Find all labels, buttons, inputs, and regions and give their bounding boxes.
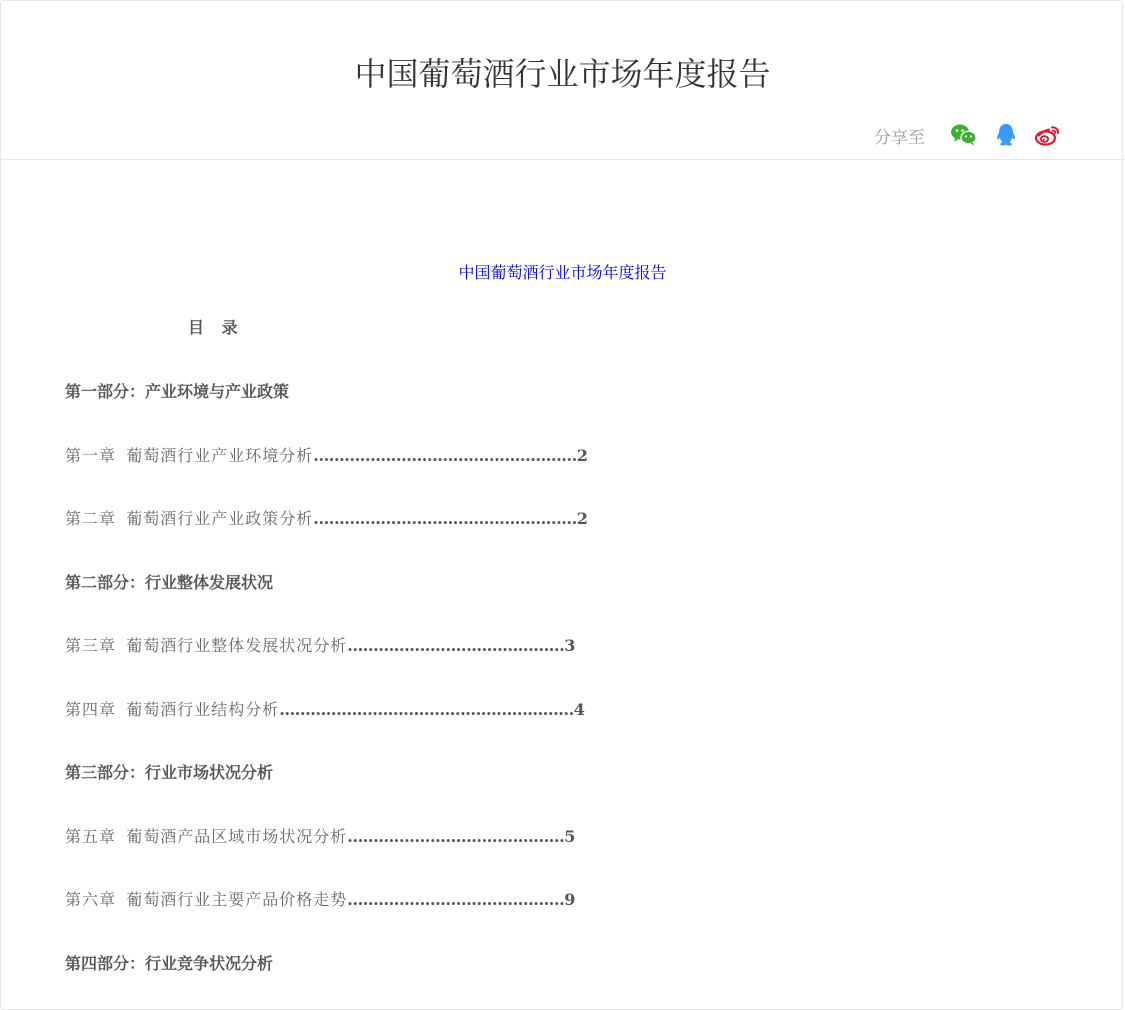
toc-chapter-title: 葡萄酒行业主要产品价格走势 [126,890,348,909]
toc-leader-dots: …………………………………… [347,827,565,846]
toc-part-heading: 第一部分：产业环境与产业政策 [65,382,290,401]
wechat-icon[interactable] [949,121,979,149]
toc-chapter-entry [65,445,588,467]
toc-leader-dots: ………………………………………………… [279,700,574,719]
report-title-link[interactable]: 中国葡萄酒行业市场年度报告 [458,263,667,282]
toc-leader-dots: …………………………………………… [313,509,577,528]
toc-chapter-title: 葡萄酒行业结构分析 [126,700,280,719]
toc-chapter-title: 葡萄酒行业产业政策分析 [126,509,314,528]
toc-chapter-number: 第五章 [65,827,117,846]
weibo-icon[interactable] [1033,121,1063,149]
toc-chapter-entry [65,889,575,911]
toc-page-number: 2 [576,446,588,465]
toc-chapter-entry [65,826,575,848]
toc-leader-dots: …………………………………………… [313,446,577,465]
toc-page-number: 9 [564,890,576,909]
toc-part-heading: 第二部分：行业整体发展状况 [65,573,274,592]
toc-page-number: 5 [564,827,576,846]
toc-page-number: 2 [576,509,588,528]
toc-page-number: 3 [564,636,576,655]
toc-heading: 目 录 [188,318,244,337]
toc-chapter-number: 第二章 [65,509,117,528]
toc-chapter-entry [65,635,575,657]
share-bar [874,121,1063,149]
toc-chapter-number: 第四章 [65,700,117,719]
toc-part-heading: 第四部分：行业竞争状况分析 [65,954,274,973]
toc-leader-dots: …………………………………… [347,636,565,655]
qq-icon[interactable] [991,121,1021,149]
page-header [0,0,1125,160]
toc-chapter-entry [65,699,585,721]
toc-chapter-number: 第一章 [65,446,117,465]
toc-chapter-title: 葡萄酒产品区域市场状况分析 [126,827,348,846]
toc-chapter-number: 第六章 [65,890,117,909]
toc-part-heading: 第三部分：行业市场状况分析 [65,763,274,782]
toc-chapter-number: 第三章 [65,636,117,655]
toc-chapter-title: 葡萄酒行业产业环境分析 [126,446,314,465]
toc-chapter-entry [65,508,588,530]
toc-leader-dots: …………………………………… [347,890,565,909]
toc-page-number: 4 [573,700,585,719]
page-title: 中国葡萄酒行业市场年度报告 [354,55,771,93]
toc-chapter-title: 葡萄酒行业整体发展状况分析 [126,636,348,655]
share-label: 分享至 [874,127,925,148]
